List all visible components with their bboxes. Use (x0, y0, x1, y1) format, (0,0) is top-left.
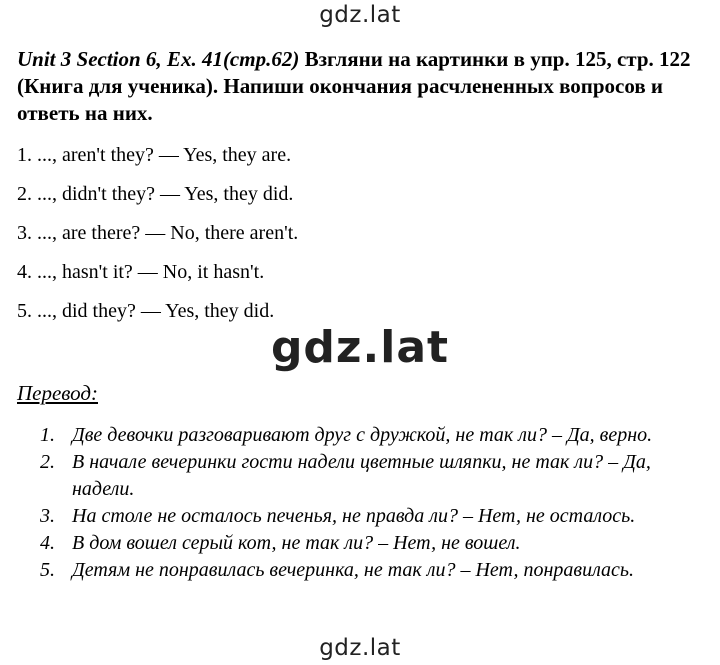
translation-text: Две девочки разговаривают друг с дружкой, не так ли? – Да, верно. (72, 424, 653, 446)
answers-list (17, 143, 298, 338)
translation-number: 2. (40, 451, 55, 473)
translation-item (40, 530, 710, 557)
translation-text: В дом вошел серый кот, не так ли? – Нет, не вошел. (72, 532, 521, 554)
translation-text: На столе не осталось печенья, не правда ли? – Нет, не осталось. (72, 505, 636, 527)
translation-label: Перевод: (17, 381, 98, 405)
translation-list (40, 422, 710, 584)
watermark-bottom: gdz.lat (319, 635, 401, 661)
translation-number: 5. (40, 559, 55, 581)
exercise-heading (17, 46, 707, 127)
answer-item: 2. ..., didn't they? — Yes, they did. (17, 183, 294, 205)
exercise-reference: Unit 3 Section 6, Ex. 41(стр.62) (17, 47, 300, 71)
translation-text: В начале вечеринки гости надели цветные шляпки, не так ли? – Да, надели. (72, 451, 651, 500)
answer-item: 4. ..., hasn't it? — No, it hasn't. (17, 261, 265, 283)
watermark-top: gdz.lat (319, 2, 401, 28)
answer-item: 1. ..., aren't they? — Yes, they are. (17, 144, 292, 166)
translation-item (40, 503, 710, 530)
watermark-middle: gdz.lat (270, 322, 450, 373)
answer-item: 3. ..., are there? — No, there aren't. (17, 222, 299, 244)
translation-item (40, 449, 710, 503)
translation-text: Детям не понравилась вечеринка, не так ли? – Нет, понравилась. (72, 559, 635, 581)
translation-number: 4. (40, 532, 55, 554)
translation-item (40, 422, 710, 449)
translation-number: 1. (40, 424, 55, 446)
translation-number: 3. (40, 505, 55, 527)
answer-item: 5. ..., did they? — Yes, they did. (17, 300, 275, 322)
exercise-instruction: Взгляни на картинки в упр. 125, стр. 122 (Книга для ученика). Напиши окончания расчлененных вопросов и ответь на них. (17, 47, 691, 125)
translation-item (40, 557, 710, 584)
